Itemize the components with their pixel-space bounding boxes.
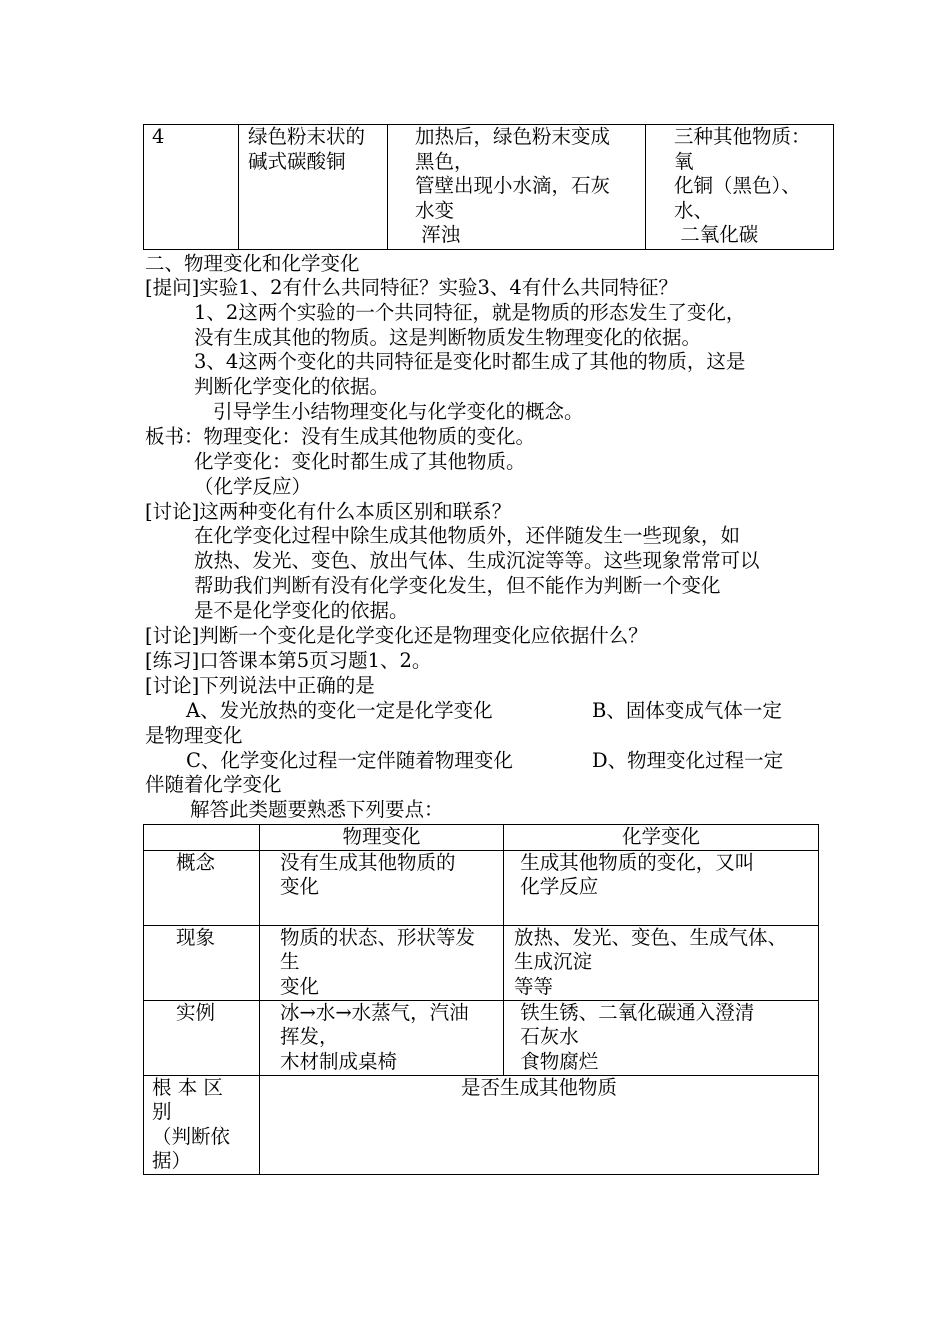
products-cell: 三种其他物质： 氧 化铜（黑色）、 水、 二氧化碳: [646, 125, 834, 250]
physical-cell: 没有生成其他物质的 变化: [260, 850, 504, 925]
chemical-cell: 铁生锈、二氧化碳通入澄清 石灰水 食物腐烂: [504, 1000, 819, 1075]
option-b-continued: 是物理变化: [145, 724, 243, 747]
option-c: C、化学变化过程一定伴随着物理变化: [186, 749, 513, 772]
physical-cell: 物质的状态、形状等发 生 变化: [260, 925, 504, 1000]
table-row: [144, 850, 819, 925]
practice-line: [练习]口答课本第5页习题1、2。: [145, 649, 432, 672]
table-row: [144, 1000, 819, 1075]
physical-cell: 冰→水→水蒸气，汽油 挥发， 木材制成桌椅: [260, 1000, 504, 1075]
row-label-concept: 概念: [144, 850, 260, 925]
substance-cell: 绿色粉末状的 碱式碳酸铜: [239, 125, 388, 250]
table-row: [144, 1075, 819, 1174]
board-note: 化学变化：变化时都生成了其他物质。: [194, 450, 526, 473]
discussion-line: [讨论]这两种变化有什么本质区别和联系？: [145, 500, 512, 523]
paragraph-line: 3、4这两个变化的共同特征是变化时都生成了其他的物质，这是: [194, 350, 746, 373]
paragraph-line: 是不是化学变化的依据。: [194, 599, 409, 622]
option-d-continued: 伴随着化学变化: [145, 773, 282, 796]
header-cell: [144, 825, 260, 851]
option-d: D、物理变化过程一定: [592, 749, 784, 772]
paragraph-line: 引导学生小结物理变化与化学变化的概念。: [213, 400, 584, 423]
experiment-number: 4: [144, 125, 239, 250]
option-b: B、固体变成气体一定: [592, 699, 782, 722]
board-note: （化学反应）: [194, 475, 312, 498]
experiment-table: [143, 124, 834, 250]
table-row: [144, 125, 834, 250]
chemical-cell: 生成其他物质的变化，又叫 化学反应: [504, 850, 819, 925]
discussion-line: [讨论]下列说法中正确的是: [145, 674, 375, 697]
phenomenon-cell: 加热后，绿色粉末变成 黑色， 管壁出现小水滴，石灰 水变 浑浊: [388, 125, 646, 250]
paragraph-line: 判断化学变化的依据。: [194, 375, 390, 398]
question-line: [提问]实验1、2有什么共同特征？实验3、4有什么共同特征？: [145, 276, 678, 299]
paragraph-line: 帮助我们判断有没有化学变化发生，但不能作为判断一个变化: [194, 574, 721, 597]
table-header-row: [144, 825, 819, 851]
paragraph-line: 放热、发光、变色、放出气体、生成沉淀等等。这些现象常常可以: [194, 549, 760, 572]
row-label-phenomenon: 现象: [144, 925, 260, 1000]
header-cell-physical: 物理变化: [260, 825, 504, 851]
paragraph-line: 1、2这两个实验的一个共同特征，就是物质的形态发生了变化，: [194, 301, 746, 324]
table-row: [144, 925, 819, 1000]
essential-difference-value: 是否生成其他物质: [260, 1075, 819, 1174]
section-title: 二、物理变化和化学变化: [145, 252, 360, 275]
chemical-cell: 放热、发光、变色、生成气体、 生成沉淀 等等: [504, 925, 819, 1000]
discussion-line: [讨论]判断一个变化是化学变化还是物理变化应依据什么？: [145, 624, 648, 647]
board-note: 板书：物理变化：没有生成其他物质的变化。: [145, 425, 536, 448]
answer-intro: 解答此类题要熟悉下列要点：: [190, 798, 444, 821]
header-cell-chemical: 化学变化: [504, 825, 819, 851]
comparison-table: [143, 824, 819, 1175]
row-label-example: 实例: [144, 1000, 260, 1075]
option-a: A、发光放热的变化一定是化学变化: [186, 699, 493, 722]
paragraph-line: 在化学变化过程中除生成其他物质外，还伴随发生一些现象，如: [194, 524, 741, 547]
paragraph-line: 没有生成其他的物质。这是判断物质发生物理变化的依据。: [194, 326, 702, 349]
row-label-essential-difference: 根 本 区 别 （判断依 据）: [144, 1075, 260, 1174]
